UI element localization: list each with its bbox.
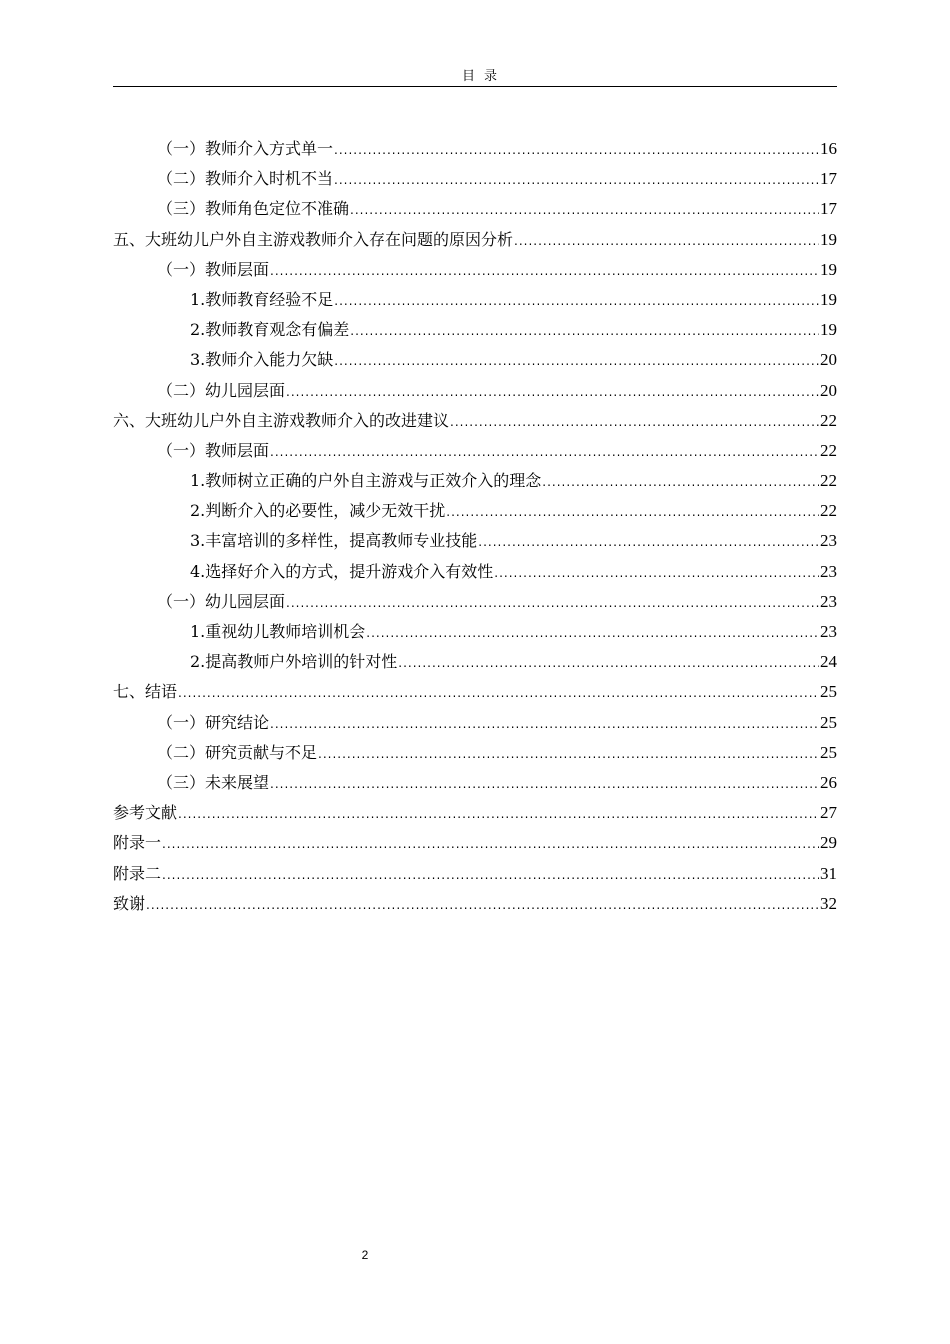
toc-entry[interactable] [113, 617, 837, 647]
toc-entry[interactable] [113, 225, 837, 255]
toc-entry-title: （一）教师介入方式单一 [157, 139, 334, 158]
toc-entry-title: （二）研究贡献与不足 [157, 742, 318, 762]
toc-leader-dots [334, 135, 819, 165]
toc-entry[interactable] [113, 798, 837, 828]
toc-entry-title: 3.教师介入能力欠缺 [190, 350, 334, 370]
toc-leader-dots [162, 829, 819, 859]
toc-entry[interactable] [113, 587, 837, 617]
toc-entry[interactable] [113, 889, 837, 919]
toc-entry[interactable] [113, 194, 837, 224]
toc-leader-dots [178, 678, 819, 708]
toc-entry-title: 致谢 [113, 893, 146, 913]
toc-entry[interactable] [113, 738, 837, 768]
toc-entry-page: 23 [820, 531, 837, 551]
toc-entry-page: 31 [820, 863, 837, 883]
toc-entry-page: 22 [820, 440, 837, 460]
toc-entry[interactable] [113, 708, 837, 738]
toc-entry-title: 五、大班幼儿户外自主游戏教师介入存在问题的原因分析 [113, 229, 514, 249]
toc-leader-dots [398, 648, 819, 678]
toc-leader-dots [270, 256, 819, 286]
toc-entry-page: 23 [820, 622, 837, 641]
toc-entry[interactable] [113, 164, 837, 194]
toc-entry-page: 25 [820, 742, 837, 762]
toc-entry[interactable] [113, 376, 837, 406]
toc-entry-page: 19 [820, 259, 837, 279]
toc-entry-page: 24 [820, 652, 837, 672]
toc-leader-dots [178, 799, 819, 829]
toc-entry-page: 25 [820, 682, 837, 702]
page-header-title: 目录 [461, 69, 506, 84]
toc-entry[interactable] [113, 466, 837, 496]
toc-leader-dots [450, 407, 819, 437]
toc-leader-dots [446, 497, 819, 527]
toc-entry-title: 2.教师教育观念有偏差 [190, 320, 350, 340]
toc-leader-dots [270, 437, 819, 467]
toc-leader-dots [162, 860, 819, 890]
toc-leader-dots [350, 195, 819, 225]
toc-entry-title: 附录二 [113, 863, 162, 883]
toc-leader-dots [146, 890, 819, 920]
toc-entry[interactable] [113, 345, 837, 375]
toc-entry[interactable] [113, 406, 837, 436]
toc-entry-title: 2.提高教师户外培训的针对性 [190, 652, 398, 672]
toc-leader-dots [334, 165, 819, 195]
header-rule [113, 86, 837, 87]
toc-entry-page: 29 [820, 833, 837, 853]
toc-entry[interactable] [113, 134, 837, 164]
toc-entry-page: 19 [820, 229, 837, 249]
toc-entry[interactable] [113, 436, 837, 466]
toc-entry-page: 19 [820, 289, 837, 309]
toc-entry-page: 20 [820, 350, 837, 370]
toc-entry-page: 22 [820, 410, 837, 430]
toc-entry[interactable] [113, 677, 837, 707]
table-of-contents [113, 134, 837, 919]
toc-leader-dots [350, 316, 819, 346]
toc-leader-dots [334, 286, 819, 316]
toc-leader-dots [318, 739, 819, 769]
toc-leader-dots [494, 558, 819, 588]
toc-entry-title: 1.重视幼儿教师培训机会 [190, 622, 366, 641]
toc-entry-title: （二）幼儿园层面 [157, 380, 286, 400]
toc-entry-page: 23 [820, 591, 837, 611]
toc-entry[interactable] [113, 768, 837, 798]
toc-entry-title: （一）幼儿园层面 [157, 591, 286, 611]
toc-entry[interactable] [113, 496, 837, 526]
toc-entry[interactable] [113, 828, 837, 858]
toc-leader-dots [270, 769, 819, 799]
toc-entry-page: 17 [820, 199, 837, 219]
toc-entry-title: 2.判断介入的必要性，减少无效干扰 [190, 501, 446, 521]
toc-entry[interactable] [113, 526, 837, 556]
toc-leader-dots [334, 346, 819, 376]
toc-entry-page: 22 [820, 471, 837, 491]
toc-leader-dots [478, 527, 819, 557]
toc-leader-dots [514, 226, 819, 256]
toc-entry[interactable] [113, 859, 837, 889]
toc-entry-page: 32 [820, 893, 837, 913]
toc-entry-title: （三）教师角色定位不准确 [157, 199, 350, 219]
toc-entry-title: 附录一 [113, 833, 162, 853]
toc-entry-title: （一）教师层面 [157, 440, 270, 460]
toc-entry-title: （一）研究结论 [157, 712, 270, 732]
toc-entry-title: 1.教师教育经验不足 [190, 289, 334, 309]
toc-entry-page: 16 [820, 139, 837, 158]
toc-entry-page: 20 [820, 380, 837, 400]
toc-leader-dots [366, 618, 819, 648]
toc-entry-page: 25 [820, 712, 837, 732]
toc-entry-page: 23 [820, 561, 837, 581]
toc-entry-title: 3.丰富培训的多样性，提高教师专业技能 [190, 531, 478, 551]
toc-entry-page: 27 [820, 803, 837, 823]
toc-entry-title: （二）教师介入时机不当 [157, 169, 334, 189]
toc-leader-dots [286, 588, 819, 618]
toc-entry-title: 六、大班幼儿户外自主游戏教师介入的改进建议 [113, 410, 450, 430]
toc-entry-page: 26 [820, 772, 837, 792]
toc-entry-page: 17 [820, 169, 837, 189]
toc-entry[interactable] [113, 255, 837, 285]
toc-entry[interactable] [113, 557, 837, 587]
toc-entry-page: 19 [820, 320, 837, 340]
toc-leader-dots [542, 467, 819, 497]
toc-entry-title: 参考文献 [113, 803, 178, 823]
toc-entry[interactable] [113, 315, 837, 345]
toc-entry-title: 七、结语 [113, 682, 178, 702]
toc-entry[interactable] [113, 647, 837, 677]
page-number: 2 [361, 1248, 369, 1262]
toc-entry-page: 22 [820, 501, 837, 521]
toc-leader-dots [270, 709, 819, 739]
toc-entry-title: （一）教师层面 [157, 259, 270, 279]
toc-entry-title: 1.教师树立正确的户外自主游戏与正效介入的理念 [190, 471, 542, 491]
toc-entry-title: （三）未来展望 [157, 772, 270, 792]
toc-entry-title: 4.选择好介入的方式，提升游戏介入有效性 [190, 561, 494, 581]
toc-entry[interactable] [113, 285, 837, 315]
toc-leader-dots [286, 377, 819, 407]
